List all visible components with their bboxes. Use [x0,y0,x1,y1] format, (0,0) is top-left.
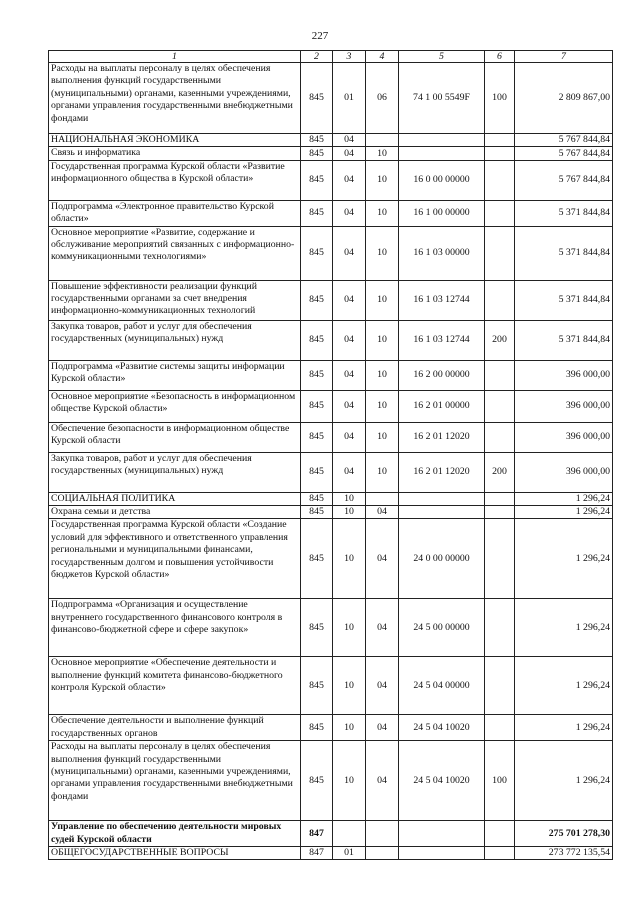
budget-table [48,50,613,860]
subsection-code: 04 [366,519,399,599]
row-name: Основное мероприятие «Развитие, содержание и обслуживание мероприятий связанных с информационно-коммуникационными технологиями» [49,226,301,280]
row-name: ОБЩЕГОСУДАРСТВЕННЫЕ ВОПРОСЫ [49,847,301,860]
expense-type: 100 [485,741,515,821]
section-code: 10 [333,506,366,519]
amount: 396 000,00 [515,422,613,452]
amount: 275 701 278,30 [515,821,613,847]
column-header: 1 [49,51,301,63]
table-row [49,63,613,134]
section-code: 10 [333,492,366,505]
table-row [49,519,613,599]
grbs-code: 845 [301,360,333,390]
amount: 5 371 844,84 [515,200,613,226]
expense-type: 200 [485,452,515,492]
table-row [49,821,613,847]
section-code: 04 [333,320,366,360]
target-article: 16 2 00 00000 [399,360,485,390]
row-name: Закупка товаров, работ и услуг для обеспечения государственных (муниципальных) нужд [49,452,301,492]
subsection-code: 04 [366,657,399,715]
table-row [49,715,613,741]
section-code: 04 [333,134,366,147]
grbs-code: 845 [301,63,333,134]
expense-type [485,657,515,715]
row-name: Закупка товаров, работ и услуг для обеспечения государственных (муниципальных) нужд [49,320,301,360]
grbs-code: 845 [301,715,333,741]
table-row [49,200,613,226]
table-row [49,452,613,492]
amount: 5 371 844,84 [515,280,613,320]
table-row [49,360,613,390]
table-body [49,63,613,860]
target-article [399,147,485,160]
target-article [399,506,485,519]
section-code: 10 [333,519,366,599]
section-code: 04 [333,452,366,492]
table-row [49,226,613,280]
subsection-code: 10 [366,280,399,320]
section-code: 10 [333,599,366,657]
table-row [49,134,613,147]
amount: 1 296,24 [515,715,613,741]
section-code: 01 [333,847,366,860]
row-name: Государственная программа Курской области «Создание условий для эффективного и ответственного управления региональными и муниципальными финансами, государственным долгом и повышения устойчивости бюджетов Курской области» [49,519,301,599]
table-row [49,506,613,519]
expense-type [485,715,515,741]
amount: 1 296,24 [515,599,613,657]
target-article [399,847,485,860]
subsection-code: 10 [366,160,399,200]
row-name: Повышение эффективности реализации функций государственными органами за счет внедрения информационно-коммуникационных технологий [49,280,301,320]
target-article: 74 1 00 5549F [399,63,485,134]
amount: 1 296,24 [515,506,613,519]
subsection-code [366,134,399,147]
target-article: 24 5 04 10020 [399,741,485,821]
amount: 5 767 844,84 [515,147,613,160]
amount: 273 772 135,54 [515,847,613,860]
column-header: 6 [485,51,515,63]
table-row [49,160,613,200]
table-row [49,280,613,320]
expense-type [485,147,515,160]
grbs-code: 845 [301,160,333,200]
target-article: 24 0 00 00000 [399,519,485,599]
column-header: 5 [399,51,485,63]
subsection-code: 04 [366,741,399,821]
table-row [49,147,613,160]
subsection-code: 10 [366,226,399,280]
target-article: 16 2 01 00000 [399,390,485,422]
amount: 5 371 844,84 [515,226,613,280]
expense-type [485,390,515,422]
subsection-code: 10 [366,320,399,360]
column-header: 7 [515,51,613,63]
amount: 396 000,00 [515,390,613,422]
subsection-code: 10 [366,390,399,422]
amount: 396 000,00 [515,452,613,492]
grbs-code: 845 [301,657,333,715]
target-article: 16 1 00 00000 [399,200,485,226]
subsection-code [366,492,399,505]
section-code [333,821,366,847]
row-name: Расходы на выплаты персоналу в целях обеспечения выполнения функций государственными (муниципальными) органами, казенными учреждениями, органами управления государственными внебюджетными фондами [49,741,301,821]
table-row [49,847,613,860]
target-article: 24 5 04 10020 [399,715,485,741]
subsection-code: 10 [366,200,399,226]
row-name: Государственная программа Курской области «Развитие информационного общества в Курской области» [49,160,301,200]
grbs-code: 845 [301,134,333,147]
table-row [49,657,613,715]
column-header: 4 [366,51,399,63]
amount: 1 296,24 [515,492,613,505]
expense-type [485,847,515,860]
target-article: 16 0 00 00000 [399,160,485,200]
table-row [49,422,613,452]
row-name: Обеспечение деятельности и выполнение функций государственных органов [49,715,301,741]
expense-type [485,821,515,847]
page-number: 227 [311,30,329,42]
header-row [49,51,613,63]
row-name: Расходы на выплаты персоналу в целях обеспечения выполнения функций государственными (муниципальными) органами, казенными учреждениями, органами управления государственными внебюджетными фондами [49,63,301,134]
subsection-code: 10 [366,422,399,452]
row-name: Подпрограмма «Организация и осуществление внутреннего государственного финансового контроля в финансово-бюджетной сфере и сфере закупок» [49,599,301,657]
expense-type: 200 [485,320,515,360]
grbs-code: 845 [301,320,333,360]
grbs-code: 845 [301,506,333,519]
amount: 5 767 844,84 [515,160,613,200]
section-code: 04 [333,147,366,160]
amount: 5 371 844,84 [515,320,613,360]
section-code: 04 [333,160,366,200]
expense-type [485,506,515,519]
target-article: 24 5 04 00000 [399,657,485,715]
row-name: Охрана семьи и детства [49,506,301,519]
section-code: 04 [333,422,366,452]
grbs-code: 845 [301,741,333,821]
expense-type [485,360,515,390]
section-code: 01 [333,63,366,134]
target-article: 16 1 03 12744 [399,280,485,320]
subsection-code: 04 [366,506,399,519]
subsection-code: 10 [366,360,399,390]
grbs-code: 847 [301,821,333,847]
expense-type [485,280,515,320]
expense-type [485,492,515,505]
subsection-code [366,821,399,847]
target-article [399,134,485,147]
row-name: Основное мероприятие «Безопасность в информационном обществе Курской области» [49,390,301,422]
target-article: 16 1 03 12744 [399,320,485,360]
amount: 5 767 844,84 [515,134,613,147]
row-name: Основное мероприятие «Обеспечение деятельности и выполнение функций комитета финансово-бюджетного контроля Курской области» [49,657,301,715]
row-name: Подпрограмма «Развитие системы защиты информации Курской области» [49,360,301,390]
row-name: Обеспечение безопасности в информационном обществе Курской области [49,422,301,452]
grbs-code: 845 [301,147,333,160]
target-article [399,821,485,847]
section-code: 04 [333,226,366,280]
column-header: 3 [333,51,366,63]
expense-type [485,519,515,599]
subsection-code: 10 [366,452,399,492]
expense-type [485,422,515,452]
section-code: 04 [333,390,366,422]
amount: 1 296,24 [515,519,613,599]
grbs-code: 845 [301,226,333,280]
subsection-code: 06 [366,63,399,134]
grbs-code: 845 [301,200,333,226]
target-article: 16 2 01 12020 [399,422,485,452]
row-name: Управление по обеспечению деятельности мировых судей Курской области [49,821,301,847]
subsection-code: 04 [366,599,399,657]
subsection-code: 10 [366,147,399,160]
row-name: НАЦИОНАЛЬНАЯ ЭКОНОМИКА [49,134,301,147]
table-row [49,492,613,505]
amount: 1 296,24 [515,741,613,821]
expense-type [485,226,515,280]
row-name: СОЦИАЛЬНАЯ ПОЛИТИКА [49,492,301,505]
expense-type: 100 [485,63,515,134]
column-header: 2 [301,51,333,63]
grbs-code: 845 [301,280,333,320]
table-row [49,599,613,657]
grbs-code: 845 [301,390,333,422]
amount: 1 296,24 [515,657,613,715]
section-code: 04 [333,200,366,226]
target-article: 24 5 00 00000 [399,599,485,657]
section-code: 04 [333,360,366,390]
grbs-code: 845 [301,599,333,657]
expense-type [485,599,515,657]
grbs-code: 847 [301,847,333,860]
subsection-code [366,847,399,860]
amount: 396 000,00 [515,360,613,390]
table-row [49,320,613,360]
table-row [49,390,613,422]
row-name: Подпрограмма «Электронное правительство Курской области» [49,200,301,226]
row-name: Связь и информатика [49,147,301,160]
target-article [399,492,485,505]
grbs-code: 845 [301,492,333,505]
expense-type [485,160,515,200]
grbs-code: 845 [301,452,333,492]
table-row [49,741,613,821]
amount: 2 809 867,00 [515,63,613,134]
section-code: 10 [333,741,366,821]
target-article: 16 2 01 12020 [399,452,485,492]
subsection-code: 04 [366,715,399,741]
section-code: 10 [333,715,366,741]
section-code: 10 [333,657,366,715]
section-code: 04 [333,280,366,320]
grbs-code: 845 [301,519,333,599]
expense-type [485,200,515,226]
grbs-code: 845 [301,422,333,452]
expense-type [485,134,515,147]
target-article: 16 1 03 00000 [399,226,485,280]
